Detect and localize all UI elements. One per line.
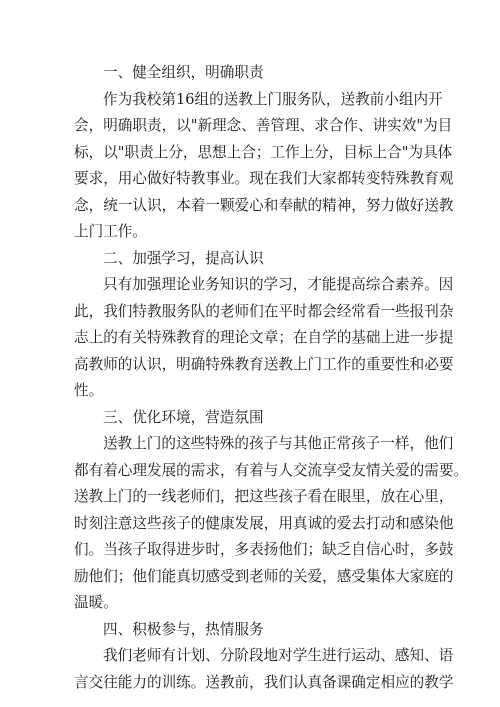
paragraph-line: 要求，用心做好特教事业。现在我们大家都转变特殊教育观: [74, 170, 454, 187]
paragraph-line: 上门工作。: [74, 223, 147, 240]
paragraph-line: 言交往能力的训练。送教前，我们认真备课确定相应的教学: [74, 673, 454, 691]
paragraph-line: 志上的有关特殊教育的理论文章；在自学的基础上进一步提: [74, 329, 454, 346]
document-page: [74, 60, 469, 696]
section-heading-3: 三、优化环境，营造氛围: [103, 408, 264, 426]
section-heading-2: 二、加强学习，提高认识: [103, 249, 264, 267]
paragraph-line: 温暖。: [74, 594, 118, 611]
paragraph-line: 送教上门的这些特殊的孩子与其他正常孩子一样，他们: [103, 435, 454, 452]
paragraph-line: 作为我校第16组的送教上门服务队，送教前小组内开: [103, 90, 443, 108]
paragraph-line: 送教上门的一线老师们，把这些孩子看在眼里，放在心里，: [74, 488, 454, 505]
paragraph-line: 励他们；他们能真切感受到老师的关爱，感受集体大家庭的: [74, 567, 454, 585]
paragraph-line: 们。当孩子取得进步时，多表扬他们；缺乏自信心时，多鼓: [74, 541, 454, 558]
paragraph-line: 我们老师有计划、分阶段地对学生进行运动、感知、语: [103, 647, 454, 664]
paragraph-line: 时刻注意这些孩子的健康发展，用真诚的爱去打动和感染他: [74, 514, 454, 532]
section-heading-4: 四、积极参与，热情服务: [103, 620, 264, 638]
paragraph-line: 念，统一认识，本着一颗爱心和奉献的精神，努力做好送教: [74, 196, 454, 214]
paragraph-line: 高教师的认识，明确特殊教育送教上门工作的重要性和必要: [74, 355, 454, 373]
paragraph-line: 标，以"职责上分，思想上合；工作上分，目标上合"为具体: [74, 143, 453, 161]
paragraph-line: 都有着心理发展的需求，有着与人交流享受友情关爱的需要。: [74, 461, 469, 479]
paragraph-line: 此，我们特教服务队的老师们在平时都会经常看一些报刊杂: [74, 302, 454, 320]
section-heading-1: 一、健全组织，明确职责: [103, 64, 264, 81]
paragraph-line: 会，明确职责，以"新理念、善管理、求合作、讲实效"为目: [74, 117, 453, 134]
paragraph-line: 性。: [74, 382, 104, 399]
paragraph-line: 只有加强理论业务知识的学习，才能提高综合素养。因: [103, 276, 454, 293]
